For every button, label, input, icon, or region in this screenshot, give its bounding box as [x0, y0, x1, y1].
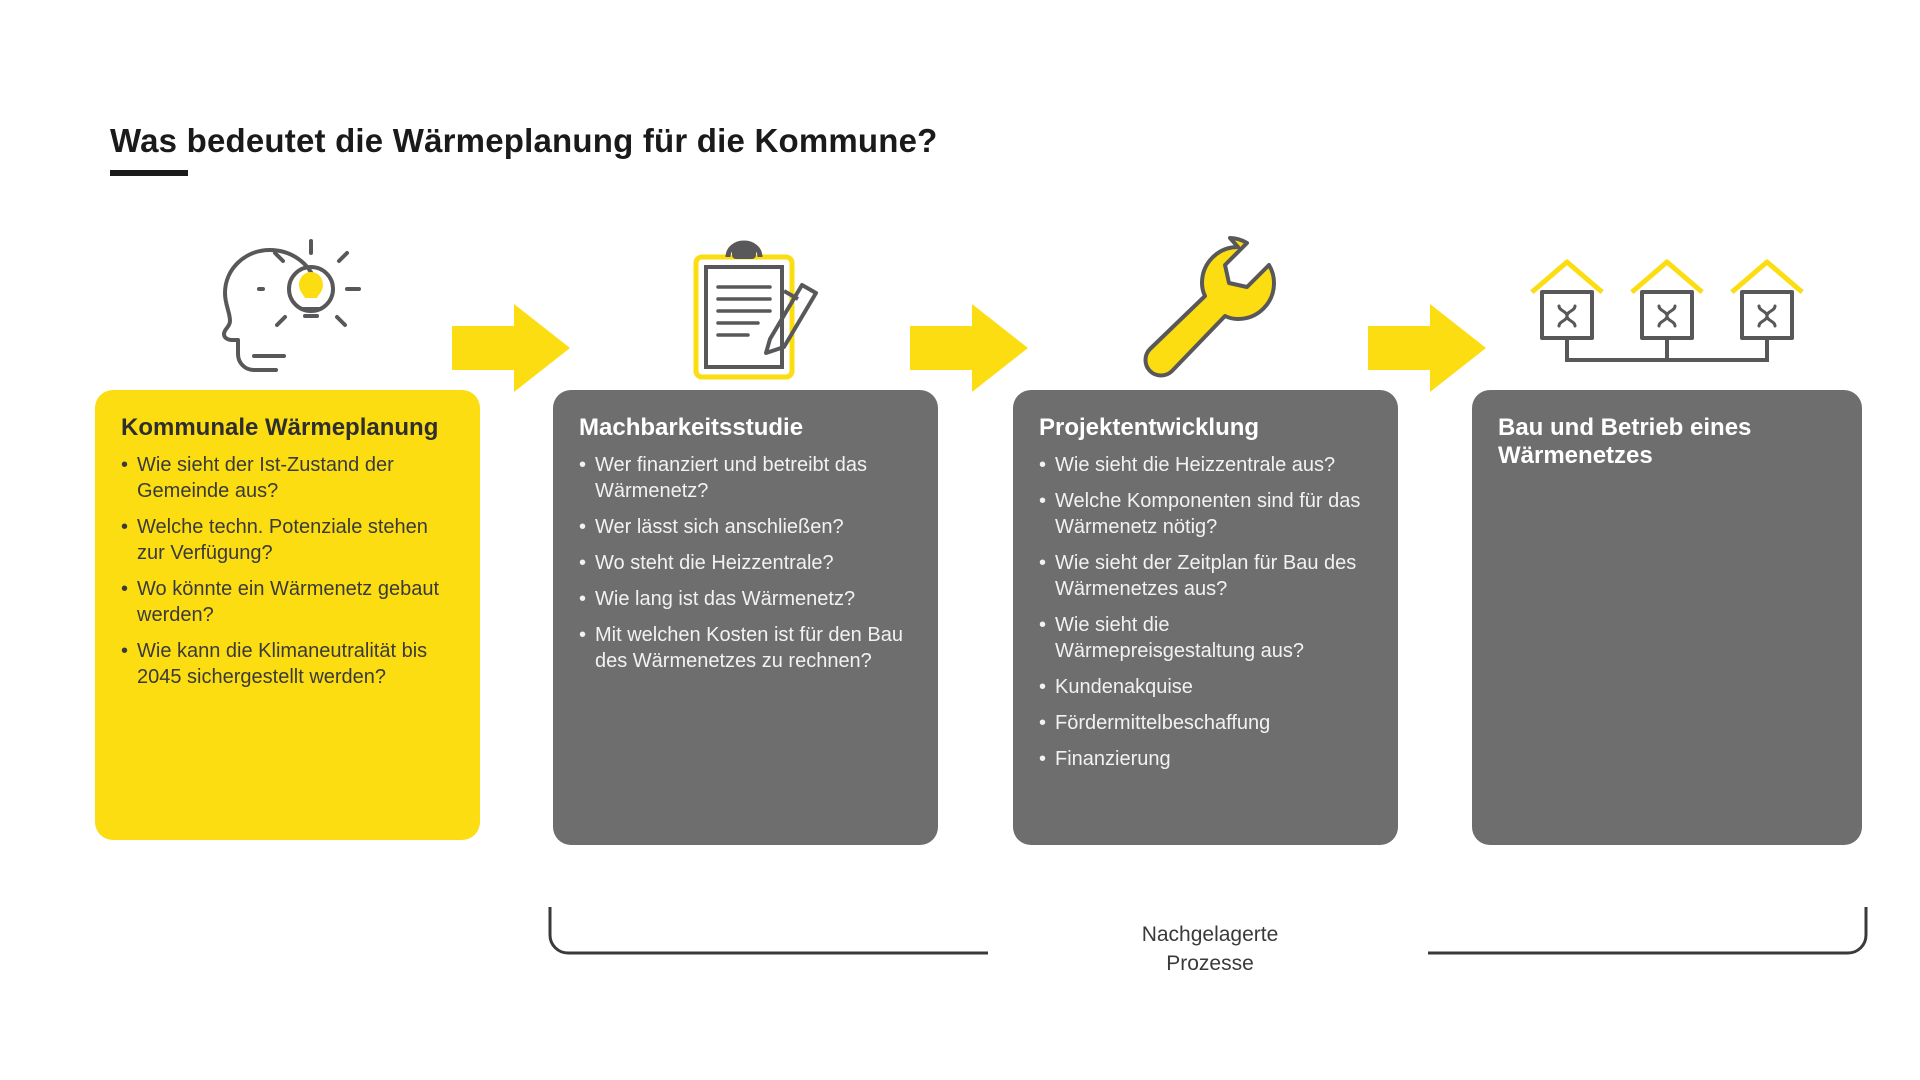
list-item: • Finanzierung	[1039, 746, 1372, 772]
card-title: Bau und Betrieb eines Wärmenetzes	[1498, 414, 1752, 469]
card-bullet-list	[121, 452, 454, 690]
card-bau-und-betrieb[interactable]	[1472, 390, 1862, 845]
list-item: • Wie sieht der Ist-Zustand der Gemeinde aus?	[121, 452, 454, 504]
bracket-caption-line1: Nachgelagerte	[1141, 923, 1279, 946]
list-item: • Wer finanziert und betreibt das Wärmenetz?	[579, 452, 912, 504]
list-item: • Wie sieht der Zeitplan für Bau des Wärmenetzes aus?	[1039, 550, 1372, 602]
card-bullet-list	[1039, 452, 1372, 772]
list-item: • Wie sieht die Heizzentrale aus?	[1039, 452, 1372, 478]
list-item: • Welche Komponenten sind für das Wärmenetz nötig?	[1039, 488, 1372, 540]
list-item: • Wo könnte ein Wärmenetz gebaut werden?	[121, 576, 454, 628]
stage-projektentwicklung	[1013, 230, 1398, 845]
list-item: • Mit welchen Kosten ist für den Bau des Wärmenetzes zu rechnen?	[579, 622, 912, 674]
list-item: • Wie lang ist das Wärmenetz?	[579, 586, 912, 612]
stage-machbarkeitsstudie	[553, 230, 938, 845]
houses-network-icon	[1472, 230, 1862, 390]
list-item: • Wie kann die Klimaneutralität bis 2045 sichergestellt werden?	[121, 638, 454, 690]
card-title: Machbarkeitsstudie	[579, 414, 804, 441]
list-item: • Wer lässt sich anschließen?	[579, 514, 912, 540]
list-item: • Welche techn. Potenziale stehen zur Verfügung?	[121, 514, 454, 566]
list-item: • Fördermittelbeschaffung	[1039, 710, 1372, 736]
list-item: • Kundenakquise	[1039, 674, 1372, 700]
card-kommunale-waermeplanung[interactable]	[95, 390, 480, 840]
arrow-right-icon	[910, 300, 1030, 396]
arrow-right-icon	[1368, 300, 1488, 396]
head-lightbulb-icon	[95, 230, 480, 390]
list-item: • Wo steht die Heizzentrale?	[579, 550, 912, 576]
card-projektentwicklung[interactable]	[1013, 390, 1398, 845]
card-title: Projektentwicklung	[1039, 414, 1260, 441]
bracket-caption-line2: Prozesse	[1166, 952, 1254, 976]
card-bullet-list	[579, 452, 912, 674]
stage-kommunale-waermeplanung	[95, 230, 480, 840]
wrench-icon	[1013, 230, 1398, 390]
list-item: • Wie sieht die Wärmepreisgestaltung aus?	[1039, 612, 1372, 664]
card-title: Kommunale Wärmeplanung	[121, 414, 439, 441]
stage-bau-und-betrieb	[1472, 230, 1862, 845]
clipboard-pencil-icon	[553, 230, 938, 390]
card-machbarkeitsstudie[interactable]	[553, 390, 938, 845]
page-title: Was bedeutet die Wärmeplanung für die Kommune?	[110, 122, 938, 159]
bracket-caption	[1060, 920, 1360, 979]
